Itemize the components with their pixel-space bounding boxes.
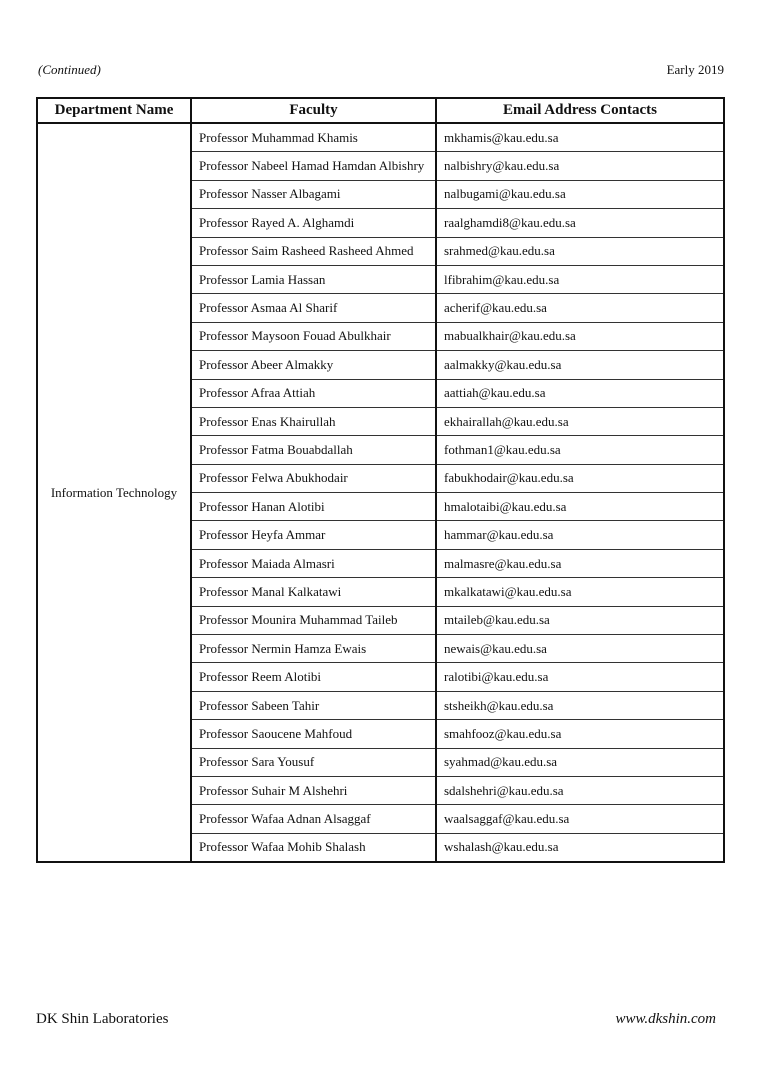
email-cell: ekhairallah@kau.edu.sa <box>436 407 724 435</box>
date-label: Early 2019 <box>666 62 724 77</box>
faculty-name-cell: Professor Asmaa Al Sharif <box>191 294 436 322</box>
faculty-name-cell: Professor Abeer Almakky <box>191 351 436 379</box>
faculty-name-cell: Professor Enas Khairullah <box>191 407 436 435</box>
email-cell: sdalshehri@kau.edu.sa <box>436 776 724 804</box>
email-cell: nalbugami@kau.edu.sa <box>436 180 724 208</box>
table-body <box>37 123 724 862</box>
email-cell: stsheikh@kau.edu.sa <box>436 691 724 719</box>
column-header-email: Email Address Contacts <box>436 98 724 123</box>
faculty-name-cell: Professor Suhair M Alshehri <box>191 776 436 804</box>
faculty-name-cell: Professor Afraa Attiah <box>191 379 436 407</box>
footer-lab-name: DK Shin Laboratories <box>36 1011 169 1027</box>
email-cell: lfibrahim@kau.edu.sa <box>436 265 724 293</box>
email-cell: acherif@kau.edu.sa <box>436 294 724 322</box>
faculty-name-cell: Professor Hanan Alotibi <box>191 493 436 521</box>
email-cell: aattiah@kau.edu.sa <box>436 379 724 407</box>
faculty-name-cell: Professor Wafaa Adnan Alsaggaf <box>191 805 436 833</box>
email-cell: srahmed@kau.edu.sa <box>436 237 724 265</box>
column-header-faculty: Faculty <box>191 98 436 123</box>
email-cell: mtaileb@kau.edu.sa <box>436 606 724 634</box>
email-cell: nalbishry@kau.edu.sa <box>436 152 724 180</box>
table-row <box>37 123 724 152</box>
faculty-name-cell: Professor Maysoon Fouad Abulkhair <box>191 322 436 350</box>
faculty-name-cell: Professor Felwa Abukhodair <box>191 464 436 492</box>
email-cell: syahmad@kau.edu.sa <box>436 748 724 776</box>
faculty-name-cell: Professor Nasser Albagami <box>191 180 436 208</box>
faculty-name-cell: Professor Nermin Hamza Ewais <box>191 635 436 663</box>
email-cell: hammar@kau.edu.sa <box>436 521 724 549</box>
faculty-name-cell: Professor Muhammad Khamis <box>191 123 436 152</box>
email-cell: wshalash@kau.edu.sa <box>436 833 724 862</box>
email-cell: smahfooz@kau.edu.sa <box>436 720 724 748</box>
email-cell: malmasre@kau.edu.sa <box>436 549 724 577</box>
email-cell: waalsaggaf@kau.edu.sa <box>436 805 724 833</box>
faculty-name-cell: Professor Reem Alotibi <box>191 663 436 691</box>
faculty-name-cell: Professor Rayed A. Alghamdi <box>191 209 436 237</box>
column-header-department: Department Name <box>37 98 191 123</box>
email-cell: mkhamis@kau.edu.sa <box>436 123 724 152</box>
email-cell: raalghamdi8@kau.edu.sa <box>436 209 724 237</box>
faculty-name-cell: Professor Nabeel Hamad Hamdan Albishry <box>191 152 436 180</box>
faculty-name-cell: Professor Sara Yousuf <box>191 748 436 776</box>
faculty-name-cell: Professor Maiada Almasri <box>191 549 436 577</box>
footer-website: www.dkshin.com <box>615 1011 716 1027</box>
email-cell: aalmakky@kau.edu.sa <box>436 351 724 379</box>
faculty-name-cell: Professor Wafaa Mohib Shalash <box>191 833 436 862</box>
email-cell: fothman1@kau.edu.sa <box>436 436 724 464</box>
faculty-name-cell: Professor Fatma Bouabdallah <box>191 436 436 464</box>
faculty-name-cell: Professor Heyfa Ammar <box>191 521 436 549</box>
email-cell: hmalotaibi@kau.edu.sa <box>436 493 724 521</box>
continued-label: (Continued) <box>38 62 101 77</box>
faculty-name-cell: Professor Mounira Muhammad Taileb <box>191 606 436 634</box>
email-cell: newais@kau.edu.sa <box>436 635 724 663</box>
faculty-name-cell: Professor Saim Rasheed Rasheed Ahmed <box>191 237 436 265</box>
faculty-name-cell: Professor Manal Kalkatawi <box>191 578 436 606</box>
email-cell: fabukhodair@kau.edu.sa <box>436 464 724 492</box>
email-cell: ralotibi@kau.edu.sa <box>436 663 724 691</box>
faculty-name-cell: Professor Sabeen Tahir <box>191 691 436 719</box>
email-cell: mkalkatawi@kau.edu.sa <box>436 578 724 606</box>
faculty-table <box>36 97 725 863</box>
table-header-row <box>37 98 724 123</box>
email-cell: mabualkhair@kau.edu.sa <box>436 322 724 350</box>
faculty-name-cell: Professor Saoucene Mahfoud <box>191 720 436 748</box>
department-name-cell: Information Technology <box>37 123 191 862</box>
faculty-name-cell: Professor Lamia Hassan <box>191 265 436 293</box>
